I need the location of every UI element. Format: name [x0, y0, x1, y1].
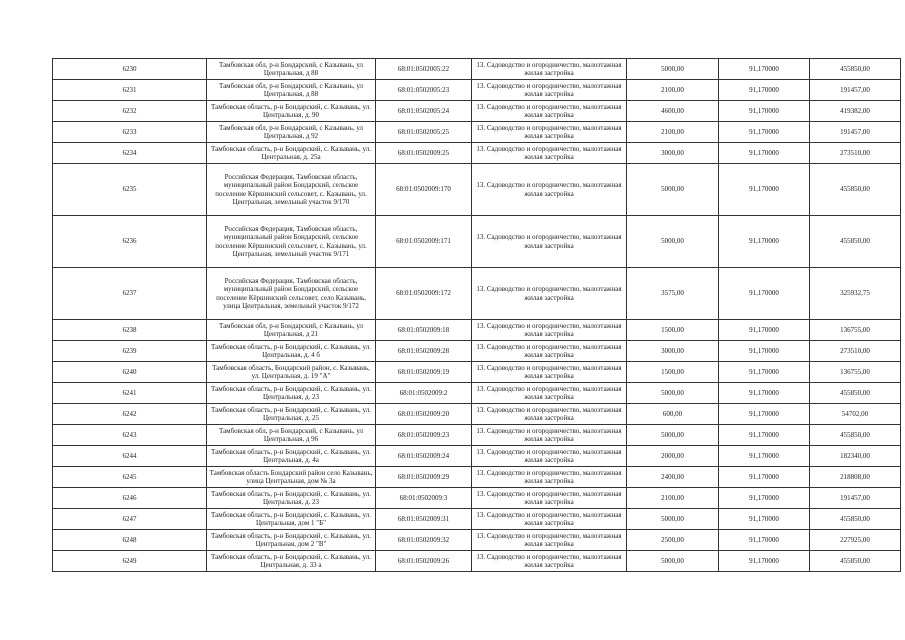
cadastral-value-cell: 191457,00 — [810, 80, 901, 101]
record-number: 6232 — [53, 101, 207, 122]
area-cell: 5000,00 — [627, 551, 719, 572]
land-use-cell: 13. Садоводство и огородничество, малоэтажная жилая застройка — [472, 446, 627, 467]
record-number: 6235 — [53, 164, 207, 216]
cadastral-value-cell: 455850,00 — [810, 425, 901, 446]
record-number: 6246 — [53, 488, 207, 509]
table-row — [53, 143, 901, 164]
address-cell: Тамбовская обл, р-н Бондарский, с Казывань, ул Центральная, д 92 — [207, 122, 376, 143]
address-cell: Тамбовская область, р-н Бондарский, с. Казывань, ул. Центральная, д. 25а — [207, 143, 376, 164]
cadastral-number-cell: 68:01:0502009:170 — [376, 164, 472, 216]
records-body — [53, 59, 901, 572]
record-number: 6231 — [53, 80, 207, 101]
rate-cell: 91,170000 — [719, 467, 810, 488]
land-use-cell: 13. Садоводство и огородничество, малоэтажная жилая застройка — [472, 467, 627, 488]
table-row — [53, 59, 901, 80]
table-row — [53, 320, 901, 341]
land-use-cell: 13. Садоводство и огородничество, малоэтажная жилая застройка — [472, 122, 627, 143]
cadastral-number-cell: 68:01:0502009:31 — [376, 509, 472, 530]
cadastral-value-cell: 191457,00 — [810, 488, 901, 509]
cadastral-value-cell: 136755,00 — [810, 320, 901, 341]
land-use-cell: 13. Садоводство и огородничество, малоэтажная жилая застройка — [472, 530, 627, 551]
table-row — [53, 268, 901, 320]
area-cell: 5000,00 — [627, 59, 719, 80]
land-use-cell: 13. Садоводство и огородничество, малоэтажная жилая застройка — [472, 383, 627, 404]
cadastral-number-cell: 68:01:0502009:19 — [376, 362, 472, 383]
cadastral-value-cell: 273510,00 — [810, 341, 901, 362]
cadastral-value-cell: 191457,00 — [810, 122, 901, 143]
land-use-cell: 13. Садоводство и огородничество, малоэтажная жилая застройка — [472, 101, 627, 122]
area-cell: 5000,00 — [627, 509, 719, 530]
cadastral-value-cell: 455850,00 — [810, 164, 901, 216]
cadastral-number-cell: 68:01:0502009:171 — [376, 216, 472, 268]
record-number: 6237 — [53, 268, 207, 320]
table-row — [53, 101, 901, 122]
table-row — [53, 164, 901, 216]
address-cell: Тамбовская область, р-н Бондарский, с. Казывань, ул. Центральная, д. 4а — [207, 446, 376, 467]
cadastral-number-cell: 68:01:0502009:24 — [376, 446, 472, 467]
rate-cell: 91,170000 — [719, 509, 810, 530]
rate-cell: 91,170000 — [719, 164, 810, 216]
cadastral-value-cell: 455850,00 — [810, 59, 901, 80]
rate-cell: 91,170000 — [719, 59, 810, 80]
rate-cell: 91,170000 — [719, 446, 810, 467]
address-cell: Тамбовская область, р-н Бондарский, с. Казывань, ул. Центральная, дом 1 "Б" — [207, 509, 376, 530]
rate-cell: 91,170000 — [719, 143, 810, 164]
cadastral-number-cell: 68:01:0502009:18 — [376, 320, 472, 341]
address-cell: Российская Федерация, Тамбовская область, муниципальный район Бондарский, сельское поселение Кёршинский сельсовет, с. Казывань, ул. Центральная, земельный участок 9/170 — [207, 164, 376, 216]
address-cell: Тамбовская обл, р-н Бондарский, с Казывань, ул Центральная, д 21 — [207, 320, 376, 341]
land-use-cell: 13. Садоводство и огородничество, малоэтажная жилая застройка — [472, 488, 627, 509]
record-number: 6234 — [53, 143, 207, 164]
address-cell: Тамбовская область, р-н Бондарский, с. Казывань, ул. Центральная, д. 90 — [207, 101, 376, 122]
cadastral-number-cell: 68:01:0502005:22 — [376, 59, 472, 80]
address-cell: Тамбовская обл, р-н Бондарский, с Казывань, ул Центральная, д 96 — [207, 425, 376, 446]
table-row — [53, 80, 901, 101]
cadastral-number-cell: 68:01:0502009:32 — [376, 530, 472, 551]
area-cell: 2400,00 — [627, 467, 719, 488]
table-row — [53, 122, 901, 143]
cadastral-value-cell: 218808,00 — [810, 467, 901, 488]
record-number: 6238 — [53, 320, 207, 341]
land-use-cell: 13. Садоводство и огородничество, малоэтажная жилая застройка — [472, 509, 627, 530]
cadastral-number-cell: 68:01:0502009:28 — [376, 341, 472, 362]
record-number: 6240 — [53, 362, 207, 383]
cadastral-number-cell: 68:01:0502009:2 — [376, 383, 472, 404]
land-use-cell: 13. Садоводство и огородничество, малоэтажная жилая застройка — [472, 341, 627, 362]
address-cell: Тамбовская область, р-н Бондарский, с. Казывань, ул. Центральная, д. 23 — [207, 383, 376, 404]
area-cell: 5000,00 — [627, 216, 719, 268]
cadastral-value-cell: 455850,00 — [810, 216, 901, 268]
area-cell: 5000,00 — [627, 383, 719, 404]
cadastral-value-cell: 455850,00 — [810, 551, 901, 572]
land-use-cell: 13. Садоводство и огородничество, малоэтажная жилая застройка — [472, 59, 627, 80]
table-row — [53, 446, 901, 467]
land-use-cell: 13. Садоводство и огородничество, малоэтажная жилая застройка — [472, 320, 627, 341]
record-number: 6233 — [53, 122, 207, 143]
area-cell: 1500,00 — [627, 320, 719, 341]
cadastral-value-cell: 54702,00 — [810, 404, 901, 425]
table-row — [53, 509, 901, 530]
area-cell: 2000,00 — [627, 446, 719, 467]
table-row — [53, 216, 901, 268]
rate-cell: 91,170000 — [719, 101, 810, 122]
rate-cell: 91,170000 — [719, 383, 810, 404]
area-cell: 3000,00 — [627, 341, 719, 362]
area-cell: 2100,00 — [627, 80, 719, 101]
rate-cell: 91,170000 — [719, 551, 810, 572]
land-use-cell: 13. Садоводство и огородничество, малоэтажная жилая застройка — [472, 143, 627, 164]
table-row — [53, 425, 901, 446]
area-cell: 5000,00 — [627, 164, 719, 216]
land-use-cell: 13. Садоводство и огородничество, малоэтажная жилая застройка — [472, 404, 627, 425]
address-cell: Российская Федерация, Тамбовская область, муниципальный район Бондарский, сельское поселение Кёршинский сельсовет, с. Казывань, ул. Центральная, земельный участок 9/171 — [207, 216, 376, 268]
cadastral-value-cell: 136755,00 — [810, 362, 901, 383]
record-number: 6241 — [53, 383, 207, 404]
area-cell: 2100,00 — [627, 488, 719, 509]
rate-cell: 91,170000 — [719, 216, 810, 268]
land-use-cell: 13. Садоводство и огородничество, малоэтажная жилая застройка — [472, 551, 627, 572]
cadastral-number-cell: 68:01:0502009:20 — [376, 404, 472, 425]
area-cell: 2500,00 — [627, 530, 719, 551]
cadastral-value-cell: 227925,00 — [810, 530, 901, 551]
cadastral-number-cell: 68:01:0502009:29 — [376, 467, 472, 488]
address-cell: Тамбовская обл, р-н Бондарский, с Казывань, ул Центральная, д 88 — [207, 59, 376, 80]
cadastral-number-cell: 68:01:0502009:26 — [376, 551, 472, 572]
land-use-cell: 13. Садоводство и огородничество, малоэтажная жилая застройка — [472, 216, 627, 268]
address-cell: Тамбовская область, Бондарский район, с. Казывань, ул. Центральная, д. 19 "А" — [207, 362, 376, 383]
table-row — [53, 341, 901, 362]
record-number: 6239 — [53, 341, 207, 362]
table-row — [53, 488, 901, 509]
cadastral-number-cell: 68:01:0502005:24 — [376, 101, 472, 122]
record-number: 6244 — [53, 446, 207, 467]
land-records-table — [52, 58, 901, 572]
cadastral-value-cell: 273510,00 — [810, 143, 901, 164]
table-row — [53, 383, 901, 404]
table-row — [53, 530, 901, 551]
address-cell: Тамбовская область, р-н Бондарский, с. Казывань, ул. Центральная, д. 25 — [207, 404, 376, 425]
cadastral-number-cell: 68:01:0502009:23 — [376, 425, 472, 446]
area-cell: 4600,00 — [627, 101, 719, 122]
cadastral-number-cell: 68:01:0502005:23 — [376, 80, 472, 101]
table-row — [53, 362, 901, 383]
table-row — [53, 551, 901, 572]
record-number: 6245 — [53, 467, 207, 488]
address-cell: Российская Федерация, Тамбовская область, муниципальный район Бондарский, сельское поселение Кёршинский сельсовет, село Казывань, улица Центральная, земельный участок 9/172 — [207, 268, 376, 320]
record-number: 6243 — [53, 425, 207, 446]
address-cell: Тамбовская область, р-н Бондарский, с. Казывань, ул. Центральная, д. 4 б — [207, 341, 376, 362]
area-cell: 1500,00 — [627, 362, 719, 383]
cadastral-value-cell: 455850,00 — [810, 383, 901, 404]
rate-cell: 91,170000 — [719, 80, 810, 101]
rate-cell: 91,170000 — [719, 362, 810, 383]
table-row — [53, 404, 901, 425]
area-cell: 5000,00 — [627, 425, 719, 446]
cadastral-value-cell: 419382,00 — [810, 101, 901, 122]
address-cell: Тамбовская область, р-н Бондарский, с. Казывань, ул. Центральная, дом 2 "В" — [207, 530, 376, 551]
record-number: 6249 — [53, 551, 207, 572]
land-use-cell: 13. Садоводство и огородничество, малоэтажная жилая застройка — [472, 80, 627, 101]
rate-cell: 91,170000 — [719, 320, 810, 341]
land-use-cell: 13. Садоводство и огородничество, малоэтажная жилая застройка — [472, 164, 627, 216]
address-cell: Тамбовская область, р-н Бондарский, с. Казывань, ул. Центральная, д. 33 а — [207, 551, 376, 572]
rate-cell: 91,170000 — [719, 341, 810, 362]
cadastral-number-cell: 68:01:0502009:172 — [376, 268, 472, 320]
rate-cell: 91,170000 — [719, 268, 810, 320]
rate-cell: 91,170000 — [719, 425, 810, 446]
rate-cell: 91,170000 — [719, 122, 810, 143]
cadastral-value-cell: 325932,75 — [810, 268, 901, 320]
land-use-cell: 13. Садоводство и огородничество, малоэтажная жилая застройка — [472, 425, 627, 446]
record-number: 6236 — [53, 216, 207, 268]
address-cell: Тамбовская обл, р-н Бондарский, с Казывань, ул Центральная, д 88 — [207, 80, 376, 101]
area-cell: 3575,00 — [627, 268, 719, 320]
address-cell: Тамбовская область, р-н Бондарский, с. Казывань, ул. Центральная, д. 23 — [207, 488, 376, 509]
land-use-cell: 13. Садоводство и огородничество, малоэтажная жилая застройка — [472, 268, 627, 320]
address-cell: Тамбовская область Бондарский район село Казывань, улица Центральная, дом № 3а — [207, 467, 376, 488]
cadastral-value-cell: 455850,00 — [810, 509, 901, 530]
record-number: 6247 — [53, 509, 207, 530]
land-use-cell: 13. Садоводство и огородничество, малоэтажная жилая застройка — [472, 362, 627, 383]
rate-cell: 91,170000 — [719, 404, 810, 425]
cadastral-number-cell: 68:01:0502009:3 — [376, 488, 472, 509]
cadastral-number-cell: 68:01:0502009:25 — [376, 143, 472, 164]
area-cell: 2100,00 — [627, 122, 719, 143]
table-row — [53, 467, 901, 488]
area-cell: 3000,00 — [627, 143, 719, 164]
record-number: 6248 — [53, 530, 207, 551]
cadastral-number-cell: 68:01:0502005:25 — [376, 122, 472, 143]
record-number: 6230 — [53, 59, 207, 80]
rate-cell: 91,170000 — [719, 488, 810, 509]
area-cell: 600,00 — [627, 404, 719, 425]
record-number: 6242 — [53, 404, 207, 425]
rate-cell: 91,170000 — [719, 530, 810, 551]
cadastral-value-cell: 182340,00 — [810, 446, 901, 467]
